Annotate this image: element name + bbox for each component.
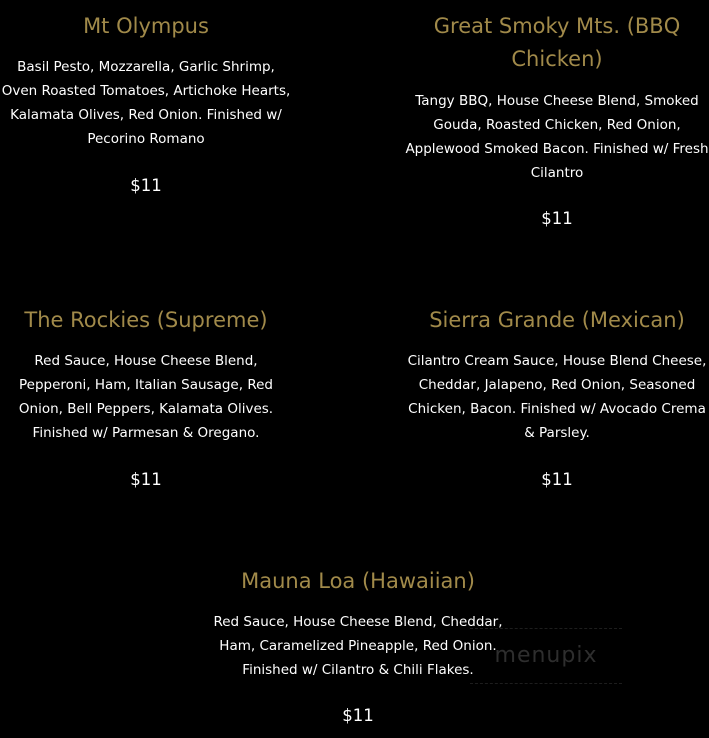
- menu-item-description: Basil Pesto, Mozzarella, Garlic Shrimp, Oven Roasted Tomatoes, Artichoke Hearts, Kalamata Olives, Red Onion. Finished w/ Pecorino Romano: [1, 59, 291, 147]
- menu-item-description: Red Sauce, House Cheese Blend, Pepperoni, Ham, Italian Sausage, Red Onion, Bell Peppers, Kalamata Olives. Finished w/ Parmesan & Oregano.: [18, 353, 274, 441]
- menu-item-price: $11: [541, 209, 573, 228]
- menu-item-mt-olympus: [0, 10, 292, 195]
- menu-item-great-smoky-mts: [404, 10, 709, 228]
- menu-item-the-rockies: [0, 304, 292, 489]
- menu-item-price: $11: [342, 706, 374, 725]
- menupix-watermark: menupix: [470, 628, 622, 684]
- menu-item-title: Mt Olympus: [83, 14, 209, 38]
- menu-item-price: $11: [130, 176, 162, 195]
- menu-item-title: Great Smoky Mts. (BBQ Chicken): [433, 14, 681, 71]
- menu-item-price: $11: [541, 470, 573, 489]
- menu-item-title: The Rockies (Supreme): [24, 308, 268, 332]
- menu-item-title: Mauna Loa (Hawaiian): [241, 569, 475, 593]
- menu-item-price: $11: [130, 470, 162, 489]
- menu-item-description: Red Sauce, House Cheese Blend, Cheddar, Ham, Caramelized Pineapple, Red Onion. Finished w/ Cilantro & Chili Flakes.: [213, 614, 503, 678]
- menu-item-title: Sierra Grande (Mexican): [429, 308, 685, 332]
- menu-item-description: Cilantro Cream Sauce, House Blend Cheese, Cheddar, Jalapeno, Red Onion, Seasoned Chicken, Bacon. Finished w/ Avocado Crema & Parsley.: [407, 353, 707, 441]
- menu-item-sierra-grande: [404, 304, 709, 489]
- menu-item-description: Tangy BBQ, House Cheese Blend, Smoked Gouda, Roasted Chicken, Red Onion, Applewood Smoked Bacon. Finished w/ Fresh Cilantro: [405, 93, 709, 181]
